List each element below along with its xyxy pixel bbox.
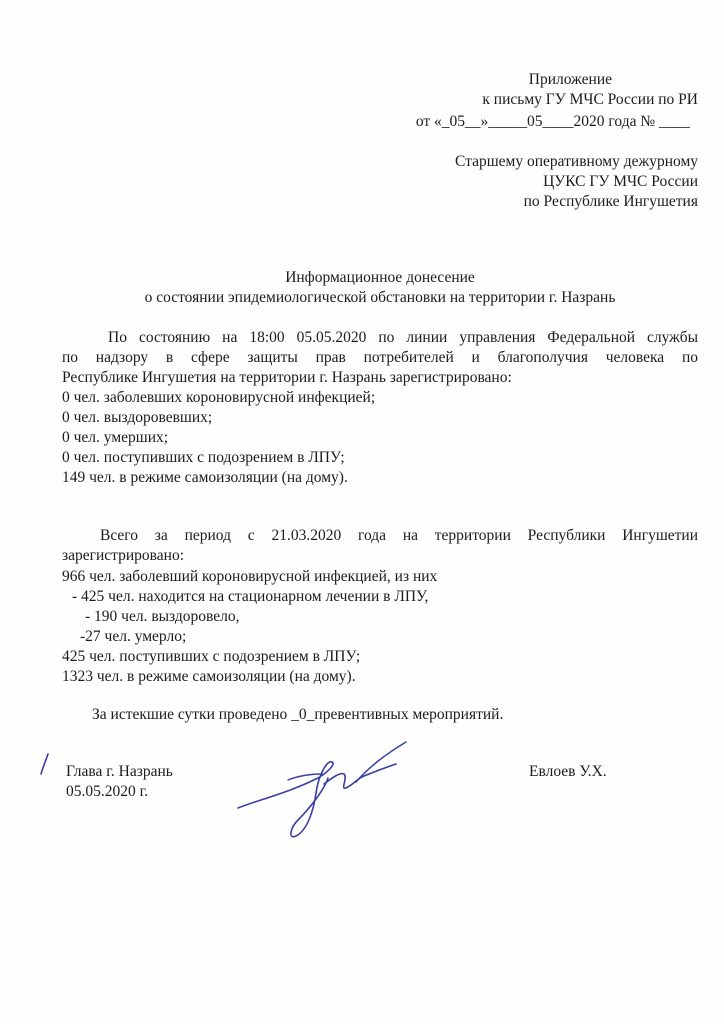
addressee-line-3: по Республике Ингушетия <box>523 193 698 210</box>
section2-line-1: Всего за период с 21.03.2020 года на территории Республики Ингушетии <box>100 527 698 544</box>
letter-date-number: от «_05__»_____05____2020 года № ____ <box>415 113 690 130</box>
list-item: 0 чел. заболевших короновирусной инфекцией; <box>62 389 376 406</box>
pen-mark-icon <box>38 752 52 776</box>
letter-reference: к письму ГУ МЧС России по РИ <box>482 91 698 108</box>
list-item: 149 чел. в режиме самоизоляции (на дому). <box>62 469 348 486</box>
section1-line-2: по надзору в сфере защиты прав потребителей и благополучия человека по <box>62 349 698 366</box>
preventive-measures-text: За истекшие сутки проведено _0_превентивных мероприятий. <box>92 706 504 723</box>
list-item: -27 чел. умерло; <box>80 628 187 645</box>
section1-line-1: По состоянию на 18:00 05.05.2020 по линии управления Федеральной службы <box>108 329 698 346</box>
section2-line-2: зарегистрировано: <box>62 547 185 564</box>
list-item: - 190 чел. выздоровело, <box>85 608 240 625</box>
addressee-line-1: Старшему оперативному дежурному <box>455 153 698 170</box>
list-item: 0 чел. выздоровевших; <box>62 409 213 426</box>
document-subtitle: о состоянии эпидемиологической обстановки на территории г. Назрань <box>144 289 616 306</box>
handwritten-signature <box>228 738 418 848</box>
list-item: 0 чел. поступивших с подозрением в ЛПУ; <box>62 449 345 466</box>
list-item: - 425 чел. находится на стационарном лечении в ЛПУ, <box>72 588 429 605</box>
addressee-line-2: ЦУКС ГУ МЧС России <box>543 173 698 190</box>
signature-date: 05.05.2020 г. <box>66 783 149 800</box>
list-item: 0 чел. умерших; <box>62 429 169 446</box>
section1-line-3: Республике Ингушетия на территории г. Назрань зарегистрировано: <box>62 369 512 386</box>
signatory-position: Глава г. Назрань <box>66 763 173 780</box>
appendix-label: Приложение <box>528 71 612 88</box>
list-item: 425 чел. поступивших с подозрением в ЛПУ; <box>62 648 361 665</box>
list-item: 966 чел. заболевший короновирусной инфекцией, из них <box>62 568 438 585</box>
signatory-name: Евлоев У.Х. <box>529 763 607 780</box>
document-title: Информационное донесение <box>285 269 475 286</box>
list-item: 1323 чел. в режиме самоизоляции (на дому). <box>62 668 356 685</box>
